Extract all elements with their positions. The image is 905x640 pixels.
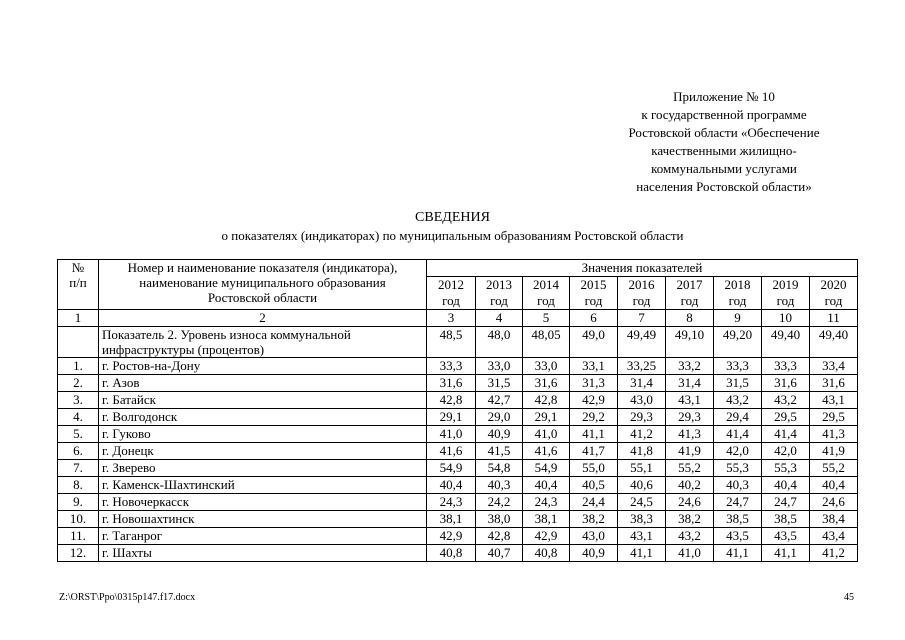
row-value: 41,0 <box>523 426 570 443</box>
row-value: 33,3 <box>762 358 810 375</box>
appendix-line: Приложение № 10 <box>673 89 775 104</box>
header-year: 2016 <box>618 277 666 294</box>
row-municipality-name: г. Шахты <box>99 545 427 562</box>
row-value: 55,1 <box>618 460 666 477</box>
row-value: 31,6 <box>523 375 570 392</box>
table-row <box>58 494 858 511</box>
table-row <box>58 375 858 392</box>
row-value: 29,1 <box>427 409 476 426</box>
row-value: 24,7 <box>762 494 810 511</box>
header-year: 2019 <box>762 277 810 294</box>
row-value: 55,0 <box>570 460 618 477</box>
row-value: 43,4 <box>810 528 858 545</box>
appendix-line: Ростовской области «Обеспечение <box>628 125 820 140</box>
indicator-value: 49,0 <box>570 327 618 358</box>
index-cell: 5 <box>523 310 570 327</box>
header-row-top <box>58 260 858 277</box>
indicator-value: 49,20 <box>714 327 762 358</box>
row-value: 54,9 <box>427 460 476 477</box>
index-cell: 11 <box>810 310 858 327</box>
row-value: 42,9 <box>427 528 476 545</box>
row-value: 41,4 <box>714 426 762 443</box>
row-value: 24,3 <box>427 494 476 511</box>
row-value: 40,9 <box>476 426 523 443</box>
row-value: 41,4 <box>762 426 810 443</box>
indicators-table <box>57 259 858 562</box>
header-no <box>58 260 99 310</box>
header-year-suffix: год <box>714 293 762 310</box>
table-row <box>58 511 858 528</box>
header-year: 2013 <box>476 277 523 294</box>
row-value: 41,2 <box>618 426 666 443</box>
indicator-value: 48,05 <box>523 327 570 358</box>
footer-file-path: Z:\ORST\Ppo\0315p147.f17.docx <box>59 592 196 603</box>
row-value: 55,2 <box>666 460 714 477</box>
row-value: 41,6 <box>523 443 570 460</box>
row-value: 43,5 <box>762 528 810 545</box>
row-value: 41,1 <box>762 545 810 562</box>
row-municipality-name: г. Таганрог <box>99 528 427 545</box>
index-cell: 8 <box>666 310 714 327</box>
row-municipality-name: г. Волгодонск <box>99 409 427 426</box>
header-year: 2017 <box>666 277 714 294</box>
row-value: 24,4 <box>570 494 618 511</box>
row-value: 31,3 <box>570 375 618 392</box>
table-row <box>58 545 858 562</box>
row-value: 31,4 <box>666 375 714 392</box>
row-number: 4. <box>58 409 99 426</box>
row-value: 31,4 <box>618 375 666 392</box>
header-year: 2018 <box>714 277 762 294</box>
row-value: 41,2 <box>810 545 858 562</box>
header-year-suffix: год <box>476 293 523 310</box>
header-name <box>99 260 427 310</box>
row-value: 41,9 <box>666 443 714 460</box>
appendix-block <box>560 88 888 196</box>
indicator-value: 48,5 <box>427 327 476 358</box>
header-year-suffix: год <box>666 293 714 310</box>
row-value: 40,5 <box>570 477 618 494</box>
row-municipality-name: г. Зверево <box>99 460 427 477</box>
row-value: 24,5 <box>618 494 666 511</box>
row-value: 41,1 <box>570 426 618 443</box>
row-municipality-name: г. Ростов-на-Дону <box>99 358 427 375</box>
indicator-value: 49,40 <box>762 327 810 358</box>
header-year-suffix: год <box>523 293 570 310</box>
row-value: 41,0 <box>666 545 714 562</box>
row-value: 55,3 <box>762 460 810 477</box>
row-value: 33,0 <box>476 358 523 375</box>
row-value: 31,6 <box>810 375 858 392</box>
row-value: 29,2 <box>570 409 618 426</box>
row-number: 10. <box>58 511 99 528</box>
appendix-line: населения Ростовской области» <box>636 179 812 194</box>
row-value: 33,3 <box>714 358 762 375</box>
row-value: 38,3 <box>618 511 666 528</box>
header-no-line: № <box>71 260 85 275</box>
indicator-name <box>99 327 427 358</box>
header-year-suffix: год <box>810 293 858 310</box>
row-value: 31,6 <box>427 375 476 392</box>
row-value: 40,4 <box>523 477 570 494</box>
row-value: 38,5 <box>714 511 762 528</box>
row-number: 6. <box>58 443 99 460</box>
row-value: 55,3 <box>714 460 762 477</box>
index-cell: 1 <box>58 310 99 327</box>
row-value: 33,0 <box>523 358 570 375</box>
row-value: 24,2 <box>476 494 523 511</box>
document-title: СВЕДЕНИЯ <box>415 210 490 225</box>
row-value: 41,6 <box>427 443 476 460</box>
row-number: 9. <box>58 494 99 511</box>
row-value: 29,0 <box>476 409 523 426</box>
header-name-line: Номер и наименование показателя (индикатора), <box>127 260 398 275</box>
row-value: 40,3 <box>476 477 523 494</box>
row-value: 40,8 <box>523 545 570 562</box>
row-value: 31,5 <box>476 375 523 392</box>
header-year-suffix: год <box>618 293 666 310</box>
index-cell: 3 <box>427 310 476 327</box>
row-value: 40,2 <box>666 477 714 494</box>
row-number: 12. <box>58 545 99 562</box>
row-value: 33,4 <box>810 358 858 375</box>
row-value: 43,1 <box>618 528 666 545</box>
row-value: 29,3 <box>666 409 714 426</box>
row-value: 43,1 <box>810 392 858 409</box>
row-value: 40,4 <box>762 477 810 494</box>
row-value: 42,8 <box>427 392 476 409</box>
row-value: 41,7 <box>570 443 618 460</box>
row-value: 42,0 <box>714 443 762 460</box>
row-value: 43,0 <box>570 528 618 545</box>
row-value: 41,5 <box>476 443 523 460</box>
table-row <box>58 528 858 545</box>
row-value: 41,8 <box>618 443 666 460</box>
row-value: 41,3 <box>666 426 714 443</box>
row-value: 41,0 <box>427 426 476 443</box>
header-year: 2012 <box>427 277 476 294</box>
row-number: 8. <box>58 477 99 494</box>
row-value: 38,4 <box>810 511 858 528</box>
row-value: 43,1 <box>666 392 714 409</box>
table-row <box>58 426 858 443</box>
row-value: 40,4 <box>810 477 858 494</box>
row-municipality-name: г. Донецк <box>99 443 427 460</box>
row-value: 55,2 <box>810 460 858 477</box>
row-value: 29,1 <box>523 409 570 426</box>
header-year-suffix: год <box>427 293 476 310</box>
row-value: 43,2 <box>762 392 810 409</box>
appendix-line: коммунальными услугами <box>651 161 797 176</box>
table-row <box>58 443 858 460</box>
row-value: 41,1 <box>714 545 762 562</box>
document-subtitle: о показателях (индикаторах) по муниципальным образованиям Ростовской области <box>221 228 684 243</box>
row-municipality-name: г. Батайск <box>99 392 427 409</box>
header-values: Значения показателей <box>427 260 858 277</box>
row-municipality-name: г. Каменск-Шахтинский <box>99 477 427 494</box>
row-value: 40,8 <box>427 545 476 562</box>
row-value: 24,7 <box>714 494 762 511</box>
footer-page-number: 45 <box>844 592 854 603</box>
indicator-name-line: инфраструктуры (процентов) <box>102 342 265 357</box>
row-value: 43,2 <box>666 528 714 545</box>
index-cell: 4 <box>476 310 523 327</box>
row-value: 54,9 <box>523 460 570 477</box>
indicator-value: 48,0 <box>476 327 523 358</box>
row-value: 38,2 <box>570 511 618 528</box>
row-value: 43,2 <box>714 392 762 409</box>
row-value: 43,5 <box>714 528 762 545</box>
row-value: 40,6 <box>618 477 666 494</box>
row-value: 42,9 <box>523 528 570 545</box>
row-number: 7. <box>58 460 99 477</box>
header-year: 2020 <box>810 277 858 294</box>
row-value: 33,2 <box>666 358 714 375</box>
row-value: 40,3 <box>714 477 762 494</box>
row-value: 42,9 <box>570 392 618 409</box>
row-value: 38,2 <box>666 511 714 528</box>
row-number: 11. <box>58 528 99 545</box>
index-cell: 2 <box>99 310 427 327</box>
row-value: 38,1 <box>523 511 570 528</box>
row-value: 38,5 <box>762 511 810 528</box>
row-value: 42,8 <box>476 528 523 545</box>
index-cell: 6 <box>570 310 618 327</box>
indicator-name-line: Показатель 2. Уровень износа коммунальной <box>102 327 351 342</box>
row-value: 42,8 <box>523 392 570 409</box>
row-number: 1. <box>58 358 99 375</box>
row-municipality-name: г. Азов <box>99 375 427 392</box>
row-municipality-name: г. Новочеркасск <box>99 494 427 511</box>
row-value: 42,0 <box>762 443 810 460</box>
indicator-value: 49,10 <box>666 327 714 358</box>
header-year-suffix: год <box>570 293 618 310</box>
row-value: 29,4 <box>714 409 762 426</box>
row-value: 40,4 <box>427 477 476 494</box>
row-value: 41,3 <box>810 426 858 443</box>
row-municipality-name: г. Гуково <box>99 426 427 443</box>
row-value: 41,1 <box>618 545 666 562</box>
appendix-line: качественными жилищно- <box>651 143 797 158</box>
row-number: 5. <box>58 426 99 443</box>
table-row <box>58 358 858 375</box>
table-row <box>58 409 858 426</box>
row-value: 24,3 <box>523 494 570 511</box>
header-year-suffix: год <box>762 293 810 310</box>
table-row <box>58 460 858 477</box>
indicator-no <box>58 327 99 358</box>
row-value: 29,5 <box>810 409 858 426</box>
row-value: 24,6 <box>666 494 714 511</box>
index-cell: 9 <box>714 310 762 327</box>
header-no-line: п/п <box>69 275 87 290</box>
header-year: 2015 <box>570 277 618 294</box>
appendix-line: к государственной программе <box>641 107 807 122</box>
table-row <box>58 477 858 494</box>
row-value: 24,6 <box>810 494 858 511</box>
row-value: 31,5 <box>714 375 762 392</box>
header-name-line: Ростовской области <box>207 290 318 305</box>
row-value: 38,0 <box>476 511 523 528</box>
row-value: 31,6 <box>762 375 810 392</box>
row-number: 2. <box>58 375 99 392</box>
row-value: 38,1 <box>427 511 476 528</box>
row-value: 40,9 <box>570 545 618 562</box>
row-value: 42,7 <box>476 392 523 409</box>
row-value: 33,25 <box>618 358 666 375</box>
row-municipality-name: г. Новошахтинск <box>99 511 427 528</box>
row-value: 43,0 <box>618 392 666 409</box>
row-number: 3. <box>58 392 99 409</box>
index-cell: 7 <box>618 310 666 327</box>
index-cell: 10 <box>762 310 810 327</box>
row-value: 33,3 <box>427 358 476 375</box>
indicator-value: 49,40 <box>810 327 858 358</box>
row-value: 41,9 <box>810 443 858 460</box>
index-row <box>58 310 858 327</box>
row-value: 29,3 <box>618 409 666 426</box>
indicator-value: 49,49 <box>618 327 666 358</box>
indicator-row <box>58 327 858 358</box>
header-name-line: наименование муниципального образования <box>139 275 386 290</box>
table-row <box>58 392 858 409</box>
row-value: 29,5 <box>762 409 810 426</box>
header-year: 2014 <box>523 277 570 294</box>
row-value: 40,7 <box>476 545 523 562</box>
row-value: 54,8 <box>476 460 523 477</box>
row-value: 33,1 <box>570 358 618 375</box>
